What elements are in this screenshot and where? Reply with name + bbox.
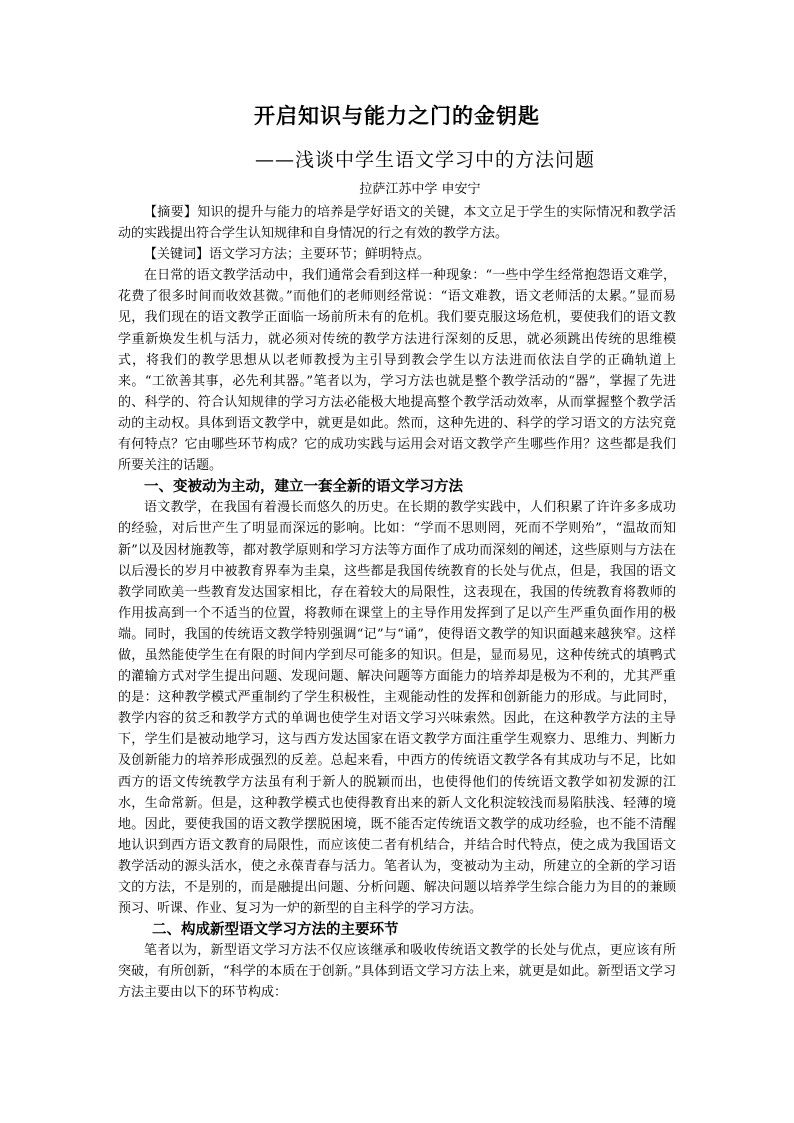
abstract-text: 知识的提升与能力的培养是学好语文的关键，本文立足于学生的实际情况和教学活动的实践提出符合学生认知规律和自身情况的行之有效的教学方法。: [118, 205, 676, 242]
section-1-heading: 一、变被动为主动，建立一套全新的语文学习方法: [144, 478, 463, 496]
document-body: [118, 202, 676, 1004]
abstract-label: 【摘要】: [144, 205, 198, 220]
section-2-paragraph: 笔者以为，新型语文学习方法不仅应该继承和吸收传统语文教学的长处与优点，更应该有所突破，有所创新，“科学的本质在于创新。”具体到语文学习方法上来，就更是如此。新型语文学习方法主要由以下的环节构成：: [118, 943, 676, 1001]
section-1-paragraph: 语文教学，在我国有着漫长而悠久的历史。在长期的教学实践中，人们积累了许许多多成功的经验，对后世产生了明显而深远的影响。比如：“学而不思则罔，死而不学则殆”，“温故而知新”以及因材施教等，都对教学原则和学习方法等方面作了成功而深刻的阐述，这些原则与方法在以后漫长的岁月中被教育界奉为圭臬，这些都是我国传统教育的长处与优点，但是，我国的语文教学同欧美一些教育发达国家相比，存在着较大的局限性，这表现在，我国的传统教育将教师的作用拔高到一个不适当的位置，将教师在课堂上的主导作用发挥到了足以产生严重负面作用的极端。同时，我国的传统语文教学特别强调“记”与“诵”，使得语文教学的知识面越来越狭窄。这样做，虽然能使学生在有限的时间内学到尽可能多的知识。但是，显而易见，这种传统式的填鸭式的灌输方式对学生提出问题、发现问题、解决问题等方面能力的培养却是极为不利的，尤其严重的是：这种教学模式严重制约了学生积极性，主观能动性的发挥和创新能力的形成。与此同时，教学内容的贫乏和教学方式的单调也使学生对语文学习兴味索然。因此，在这种教学方法的主导下，学生们是被动地学习，这与西方发达国家在语文教学方面注重学生观察力、思维力、判断力及创新能力的培养形成强烈的反差。总起来看，中西方的传统语文教学各有其成功与不足，比如西方的语文传统教学方法虽有利于新人的脱颖而出，也使得他们的传统语文教学如初发源的江水，生命常新。但是，这种教学模式也使得教育出来的新人文化积淀较浅而易陷肤浅、轻薄的境地。因此，要使我国的语文教学摆脱困境，既不能否定传统语文教学的成功经验，也不能不清醒地认识到西方语文教育的局限性，而应该使二者有机结合，并结合时代特点，使之成为我国语文教学活动的源头活水，使之永葆青春与活力。笔者认为，变被动为主动，所建立的全新的学习语文的方法，不是别的，而是融提出问题、分析问题、解决问题以培养学生综合能力为目的的兼顾预习、听课、作业、复习为一炉的新型的自主科学的学习方法。: [118, 500, 676, 917]
document-author: 拉萨江苏中学 申安宁: [359, 182, 481, 197]
abstract-paragraph: [118, 202, 676, 244]
section-2-heading: 二、构成新型语文学习方法的主要环节: [152, 921, 399, 939]
keywords-label: 【关键词】: [144, 247, 210, 263]
keywords-paragraph: [118, 244, 676, 265]
document-subtitle: ——浅谈中学生语文学习中的方法问题: [254, 149, 595, 171]
keywords-text: 语文学习方法；主要环节；鲜明特点。: [209, 247, 431, 263]
document-title: 开启知识与能力之门的金钥匙: [254, 103, 540, 128]
intro-paragraph: 在日常的语文教学活动中，我们通常会看到这样一种现象：“一些中学生经常抱怨语文难学，花费了很多时间而收效甚微。”而他们的老师则经常说：“语文难教，语文老师活的太累。”显而易见，我们现在的语文教学正面临一场前所未有的危机。我们要克服这场危机，要使我们的语文教学重新焕发生机与活力，就必须对传统的教学方法进行深刻的反思，就必须跳出传统的思维模式，将我们的教学思想从以老师教授为主引导到教会学生以方法进而依法自学的正确轨道上来。“工欲善其事，必先利其器。”笔者以为，学习方法也就是整个教学活动的“器”，掌握了先进的、科学的、符合认知规律的学习方法必能极大地提高整个教学活动效率，从而掌握整个教学活动的主动权。具体到语文教学中，就更是如此。然而，这种先进的、科学的学习语文的方法究竟有何特点？它由哪些环节构成？它的成功实践与运用会对语文教学产生哪些作用？这些都是我们所要关注的话题。: [118, 268, 676, 474]
